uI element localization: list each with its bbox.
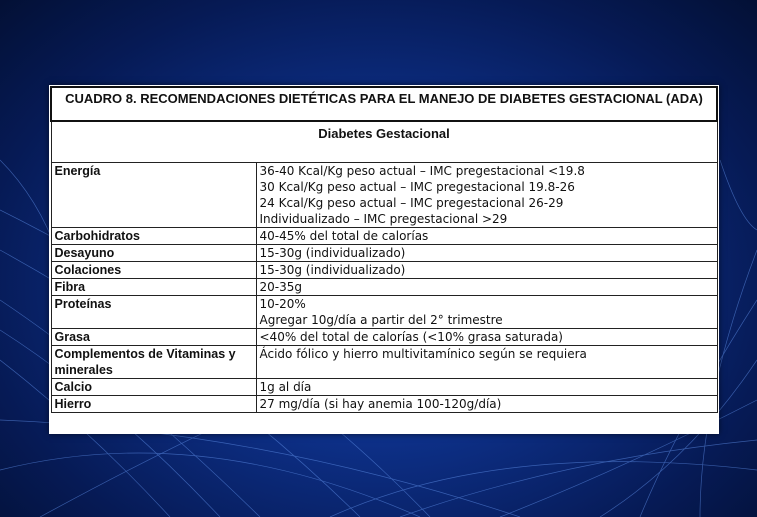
table-row — [51, 163, 717, 228]
row-label: Fibra — [51, 279, 256, 296]
row-value: 20-35g — [256, 279, 717, 296]
row-label: Complementos de Vitaminas y minerales — [51, 346, 256, 379]
table-row — [51, 329, 717, 346]
row-value: 15-30g (individualizado) — [256, 262, 717, 279]
table-row — [51, 396, 717, 413]
table-title: CUADRO 8. RECOMENDACIONES DIETÉTICAS PARA EL MANEJO DE DIABETES GESTACIONAL (ADA) — [51, 87, 717, 121]
table-row — [51, 346, 717, 379]
value-line: Agregar 10g/día a partir del 2° trimestre — [259, 313, 503, 327]
row-label: Proteínas — [51, 296, 256, 329]
table-row — [51, 262, 717, 279]
value-line: 24 Kcal/Kg peso actual – IMC pregestacional 26-29 — [259, 196, 564, 210]
value-line: 10-20% — [259, 297, 306, 311]
table-row — [51, 279, 717, 296]
table-row — [51, 245, 717, 262]
table-row — [51, 228, 717, 245]
row-label: Carbohidratos — [51, 228, 256, 245]
row-value: 1g al día — [256, 379, 717, 396]
diet-recommendations-card — [49, 85, 719, 434]
diet-recommendations-table — [50, 86, 718, 413]
table-row — [51, 296, 717, 329]
row-label: Energía — [51, 163, 256, 228]
row-value: Ácido fólico y hierro multivitamínico según se requiera — [256, 346, 717, 379]
value-line: Individualizado – IMC pregestacional >29 — [259, 212, 508, 226]
row-label: Calcio — [51, 379, 256, 396]
row-value: 27 mg/día (si hay anemia 100-120g/día) — [256, 396, 717, 413]
row-value: 15-30g (individualizado) — [256, 245, 717, 262]
row-value: 40-45% del total de calorías — [256, 228, 717, 245]
row-label: Colaciones — [51, 262, 256, 279]
row-value — [256, 296, 717, 329]
table-row — [51, 379, 717, 396]
row-label: Hierro — [51, 396, 256, 413]
value-line: 36-40 Kcal/Kg peso actual – IMC pregestacional <19.8 — [259, 164, 585, 178]
table-title-row — [51, 87, 717, 121]
row-value — [256, 163, 717, 228]
table-subtitle: Diabetes Gestacional — [51, 121, 717, 163]
value-line: 30 Kcal/Kg peso actual – IMC pregestacional 19.8-26 — [259, 180, 575, 194]
row-label: Desayuno — [51, 245, 256, 262]
row-label: Grasa — [51, 329, 256, 346]
row-value: <40% del total de calorías (<10% grasa saturada) — [256, 329, 717, 346]
table-subtitle-row — [51, 121, 717, 163]
